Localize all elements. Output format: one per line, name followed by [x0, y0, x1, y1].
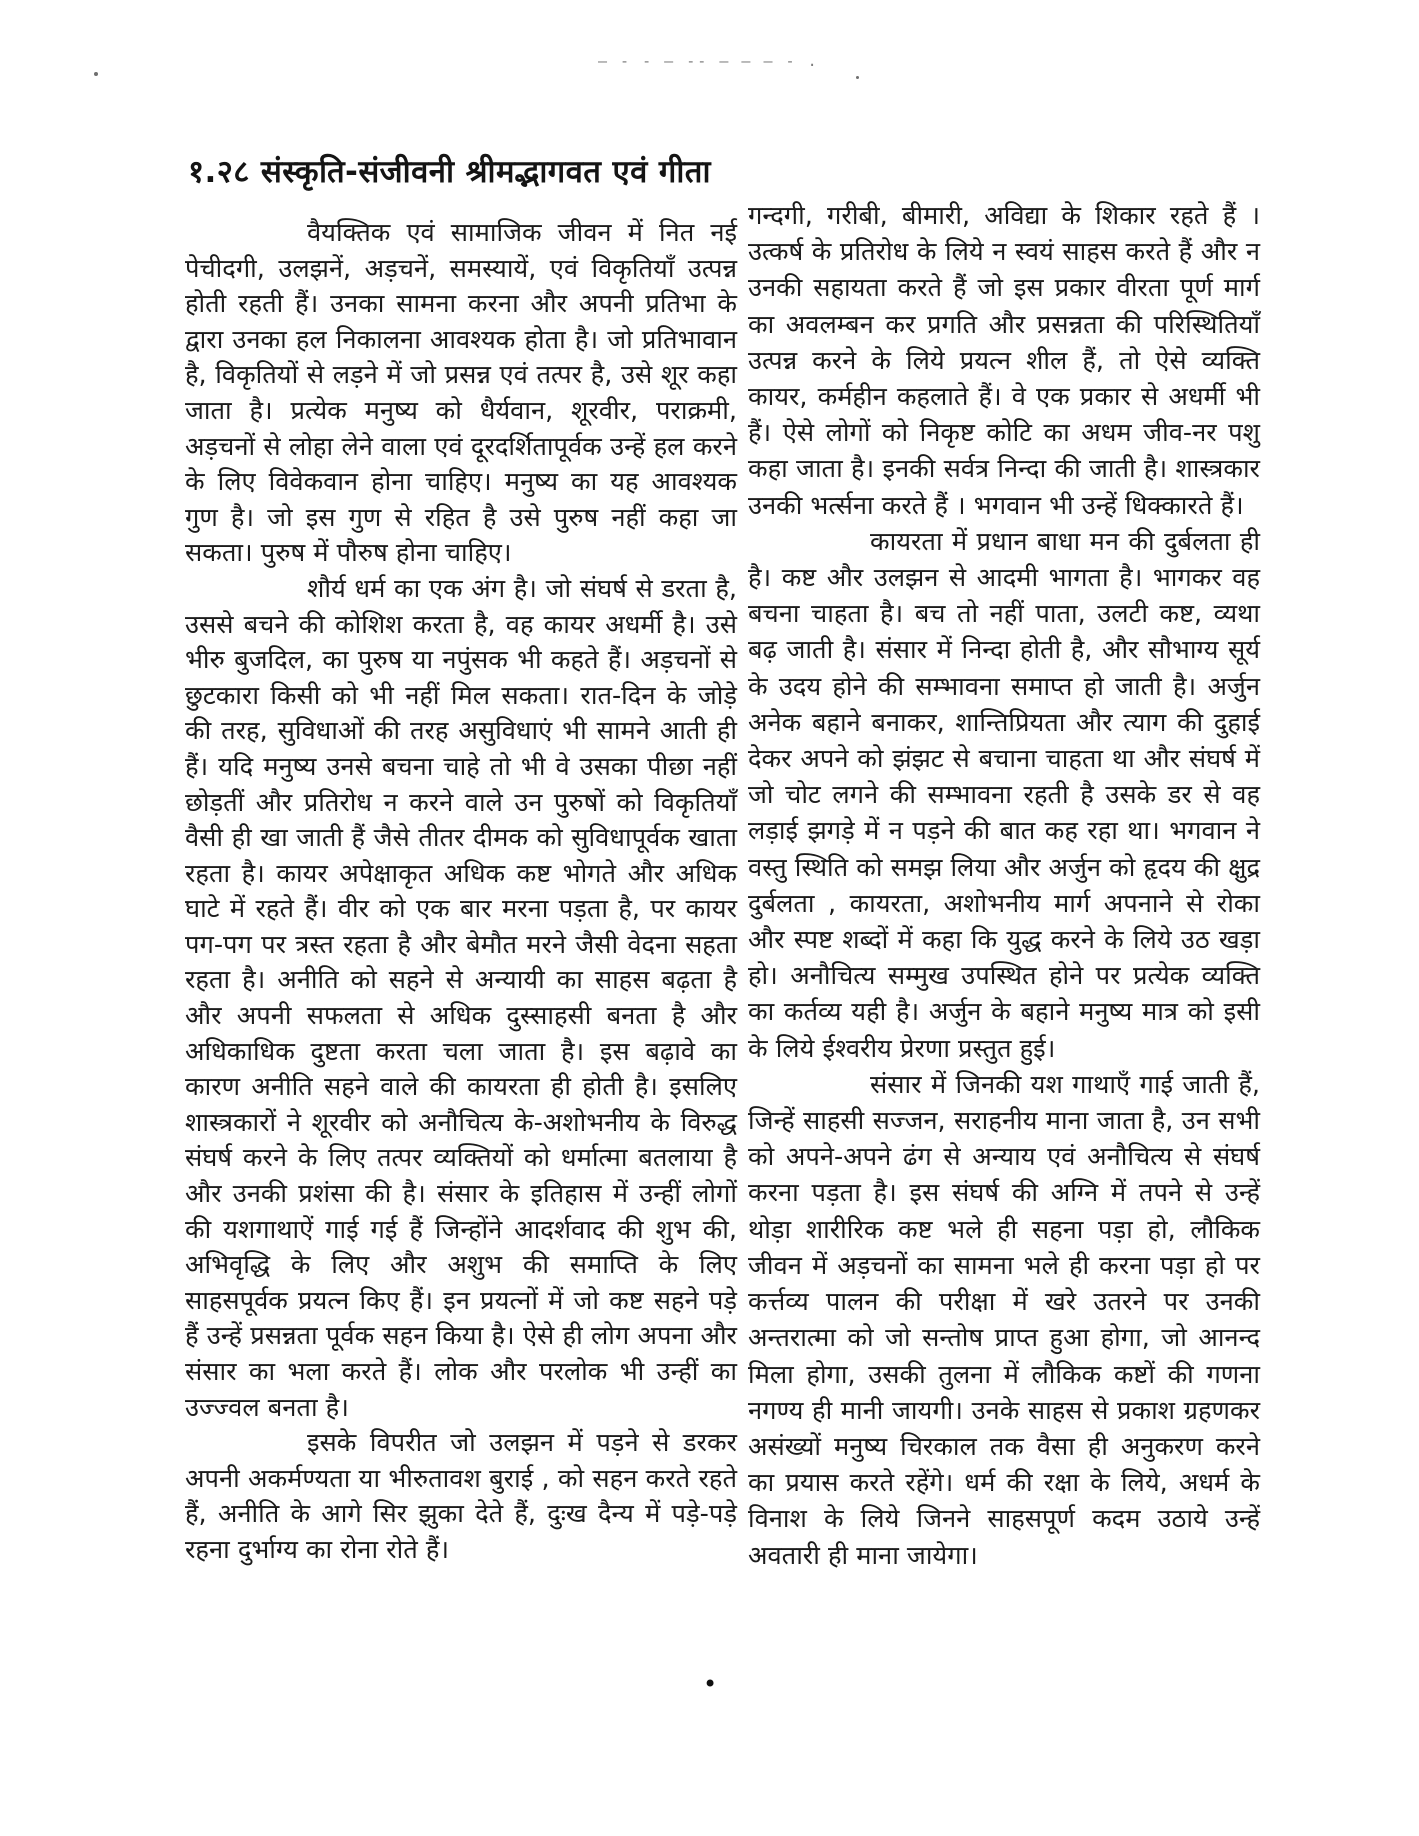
paragraph: कायरता में प्रधान बाधा मन की दुर्बलता ही है। कष्ट और उलझन से आदमी भागता है। भागकर वह बचना चाहता है। बच तो नहीं पाता, उलटी कष्ट, व्यथा बढ़ जाती है। संसार में निन्दा होती है, और सौभाग्य सूर्य के उदय होने की सम्भावना समाप्त हो जाती है। अर्जुन अनेक बहाने बनाकर, शान्तिप्रियता और त्याग की दुहाई देकर अपने को झंझट से बचाना चाहता था और संघर्ष में जो चोट लगने की सम्भावना रहती है उसके डर से वह लड़ाई झगड़े में न पड़ने की बात कह रहा था। भगवान ने वस्तु स्थिति को समझ लिया और अर्जुन को हृदय की क्षुद्र दुर्बलता , कायरता, अशोभनीय मार्ग अपनाने से रोका और स्पष्ट शब्दों में कहा कि युद्ध करने के लिये उठ खड़ा हो। अनौचित्य सम्मुख उपस्थित होने पर प्रत्येक व्यक्ति का कर्तव्य यही है। अर्जुन के बहाने मनुष्य मात्र को इसी के लिये ईश्वरीय प्रेरणा प्रस्तुत हुई।: [748, 526, 1261, 1064]
paragraph: इसके विपरीत जो उलझन में पड़ने से डरकर अपनी अकर्मण्यता या भीरुतावश बुराई , को सहन करते रहते हैं, अनीति के आगे सिर झुका देते हैं, दुःख दैन्य में पड़े-पड़े रहना दुर्भाग्य का रोना रोते हैं।: [185, 1428, 737, 1565]
right-text-column: [748, 198, 1260, 1574]
paragraph: वैयक्तिक एवं सामाजिक जीवन में नित नई पेचीदगी, उलझनें, अड़चनें, समस्यायें, एवं विकृतियाँ उत्पन्न होती रहती हैं। उनका सामना करना और अपनी प्रतिभा के द्वारा उनका हल निकालना आवश्यक होता है। जो प्रतिभावान है, विकृतियों से लड़ने में जो प्रसन्न एवं तत्पर है, उसे शूर कहा जाता है। प्रत्येक मनुष्य को धैर्यवान, शूरवीर, पराक्रमी, अड़चनों से लोहा लेने वाला एवं दूरदर्शितापूर्वक उन्हें हल करने के लिए विवेकवान होना चाहिए। मनुष्य का यह आवश्यक गुण है। जो इस गुण से रहित है उसे पुरुष नहीं कहा जा सकता। पुरुष में पौरुष होना चाहिए।: [185, 218, 737, 569]
left-text-column: [185, 216, 737, 1569]
paragraph: गन्दगी, गरीबी, बीमारी, अविद्या के शिकार रहते हैं । उत्कर्ष के प्रतिरोध के लिये न स्वयं साहस करते हैं और न उनकी सहायता करते हैं जो इस प्रकार वीरता पूर्ण मार्ग का अवलम्बन कर प्रगति और प्रसन्नता की परिस्थितियाँ उत्पन्न करने के लिये प्रयत्न शील हैं, तो ऐसे व्यक्ति कायर, कर्महीन कहलाते हैं। वे एक प्रकार से अधर्मी भी हैं। ऐसे लोगों को निकृष्ट कोटि का अधम जीव-नर पशु कहा जाता है। इनकी सर्वत्र निन्दा की जाती है। शास्त्रकार उनकी भर्त्सना करते हैं । भगवान भी उन्हें धिक्कारते हैं।: [748, 201, 1260, 521]
paragraph: संसार में जिनकी यश गाथाएँ गाई जाती हैं, जिन्हें साहसी सज्जन, सराहनीय माना जाता है, उन सभी को अपने-अपने ढंग से अन्याय एवं अनौचित्य से संघर्ष करना पड़ता है। इस संघर्ष की अग्नि में तपने से उन्हें थोड़ा शारीरिक कष्ट भले ही सहना पड़ा हो, लौकिक जीवन में अड़चनों का सामना भले ही करना पड़ा हो पर कर्त्तव्य पालन की परीक्षा में खरे उतरने पर उनकी अन्तरात्मा को जो सन्तोष प्राप्त हुआ होगा, जो आनन्द मिला होगा, उसकी तुलना में लौकिक कष्टों की गणना नगण्य ही मानी जायगी। उनके साहस से प्रकाश ग्रहणकर असंख्यों मनुष्य चिरकाल तक वैसा ही अनुकरण करने का प्रयास करते रहेंगे। धर्म की रक्षा के लिये, अधर्म के विनाश के लिये जिनने साहसपूर्ण कदम उठाये उन्हें अवतारी ही माना जायेगा।: [748, 1069, 1260, 1571]
section-end-bullet: •: [703, 1670, 718, 1698]
paragraph: शौर्य धर्म का एक अंग है। जो संघर्ष से डरता है, उससे बचने की कोशिश करता है, वह कायर अधर्मी है। उसे भीरु बुजदिल, का पुरुष या नपुंसक भी कहते हैं। अड़चनों से छुटकारा किसी को भी नहीं मिल सकता। रात-दिन के जोड़े की तरह, सुविधाओं की तरह असुविधाएं भी सामने आती ही हैं। यदि मनुष्य उनसे बचना चाहे तो भी वे उसका पीछा नहीं छोड़तीं और प्रतिरोध न करने वाले उन पुरुषों को विकृतियाँ वैसी ही खा जाती हैं जैसे तीतर दीमक को सुविधापूर्वक खाता रहता है। कायर अपेक्षाकृत अधिक कष्ट भोगते और अधिक घाटे में रहते हैं। वीर को एक बार मरना पड़ता है, पर कायर पग-पग पर त्रस्त रहता है और बेमौत मरने जैसी वेदना सहता रहता है। अनीति को सहने से अन्यायी का साहस बढ़ता है और अपनी सफलता से अधिक दुस्साहसी बनता है और अधिकाधिक दुष्टता करता चला जाता है। इस बढ़ावे का कारण अनीति सहने वाले की कायरता ही होती है। इसलिए शास्त्रकारों ने शूरवीर को अनौचित्य के-अशोभनीय के विरुद्ध संघर्ष करने के लिए तत्पर व्यक्तियों को धर्मात्मा बतलाया है और उनकी प्रशंसा की है। संसार के इतिहास में उन्हीं लोगों की यशगाथाऐं गाई गई हैं जिन्होंने आदर्शवाद की शुभ की, अभिवृद्धि के लिए और अशुभ की समाप्ति के लिए साहसपूर्वक प्रयत्न किए हैं। इन प्रयत्नों में जो कष्ट सहने पड़े हैं उन्हें प्रसन्नता पूर्वक सहन किया है। ऐसे ही लोग अपना और संसार का भला करते हैं। लोक और परलोक भी उन्हीं का उज्ज्वल बनता है।: [185, 573, 737, 1423]
scan-artifact-dashes: – - - – -- – – – - .: [598, 52, 819, 70]
scan-artifact-speck: [856, 76, 859, 79]
page-title: १.२८ संस्कृति-संजीवनी श्रीमद्भागवत एवं गीता: [188, 154, 711, 190]
scan-artifact-speck: [94, 72, 98, 76]
